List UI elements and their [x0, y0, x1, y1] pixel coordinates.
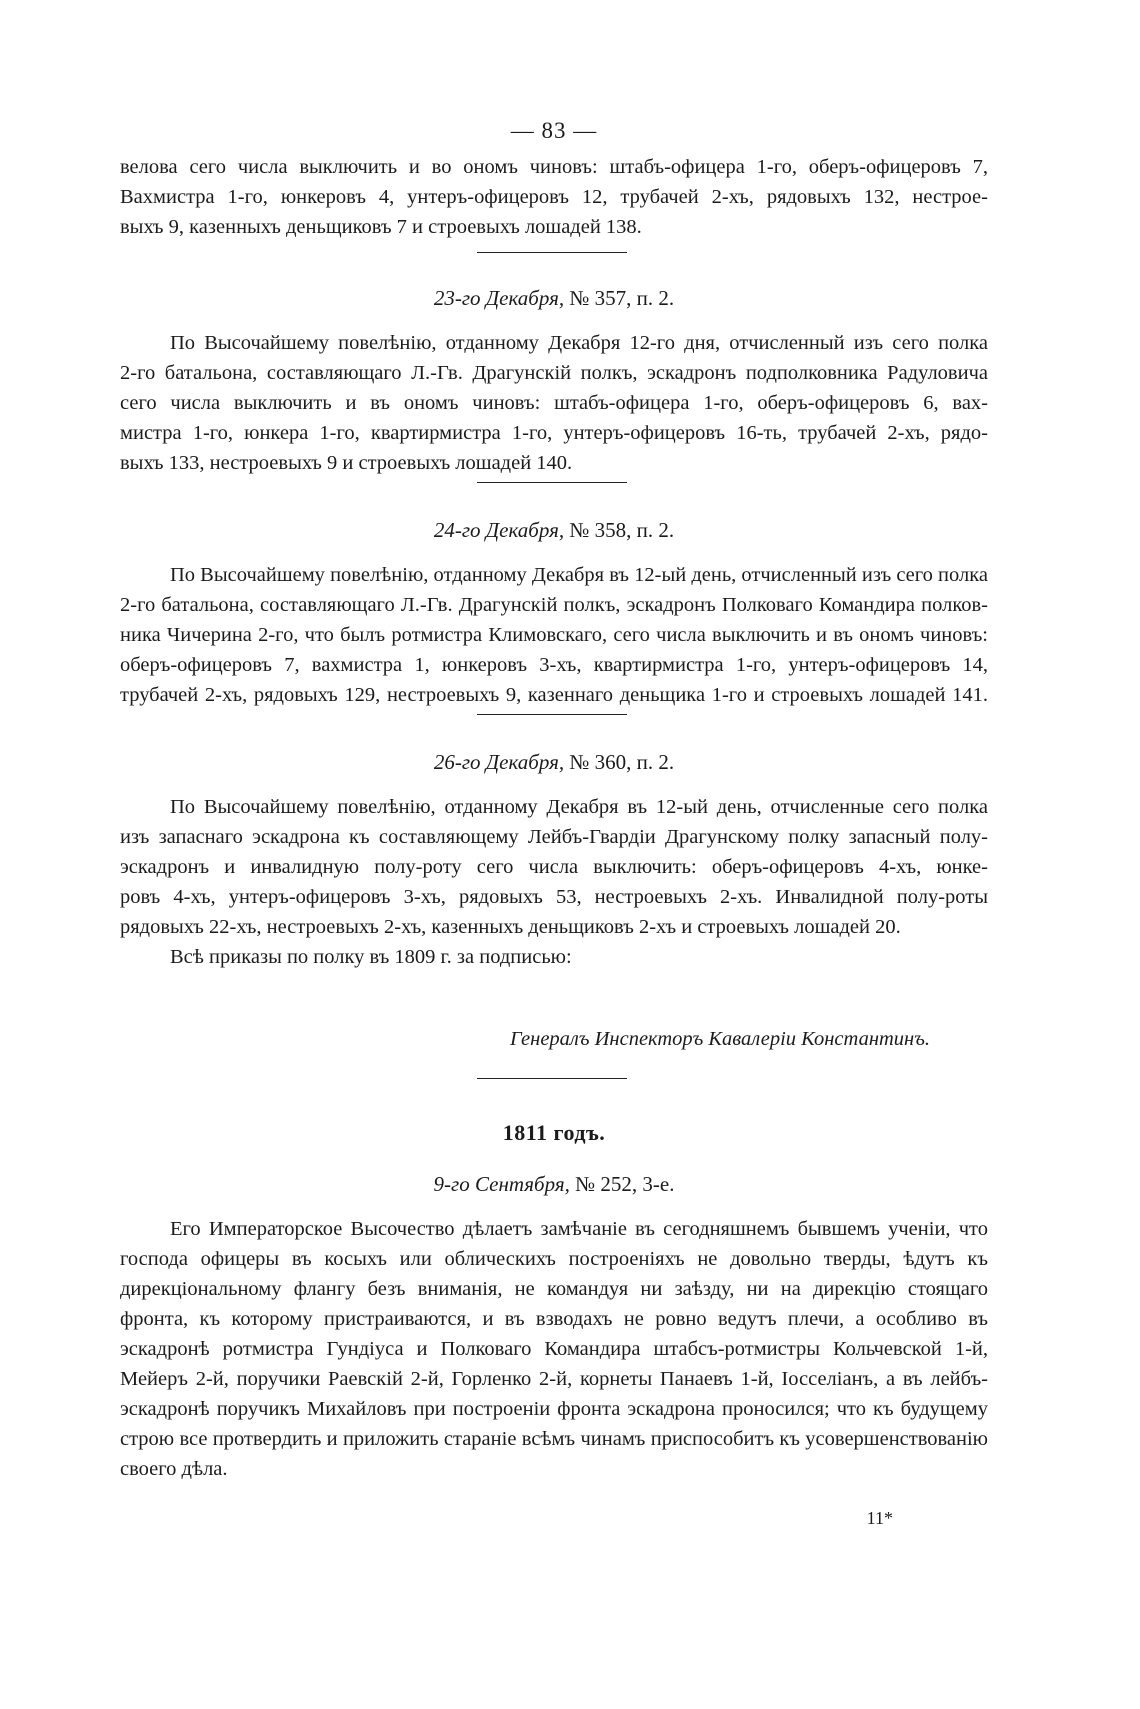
section-divider	[477, 714, 627, 715]
section-heading-dec24	[120, 518, 988, 543]
section-heading-dec26	[120, 750, 988, 775]
section-heading-sep9	[120, 1172, 988, 1197]
dec26-paragraph	[120, 792, 988, 972]
heading-date: 9-го Сентября,	[433, 1172, 570, 1196]
section-divider	[477, 1078, 627, 1079]
text-line: Мейеръ 2-й, поручики Раевскій 2-й, Горленко 2-й, корнеты Панаевъ 1-й, Іосселіанъ, а въ лейбъ-	[120, 1368, 988, 1390]
heading-number: № 357, п. 2.	[569, 286, 675, 310]
heading-number: № 358, п. 2.	[569, 518, 675, 542]
section-divider	[477, 252, 627, 253]
text-line: своего дѣла.	[120, 1458, 228, 1480]
text-line: фронта, къ которому пристраиваются, и въ взводахъ не ровно ведутъ плечи, а особливо въ	[120, 1308, 988, 1330]
section-divider	[477, 482, 627, 483]
text-line: выхъ 9, казенныхъ деньщиковъ 7 и строевыхъ лошадей 138.	[120, 216, 642, 238]
text-line: строю все протвердить и приложить стараніе всѣмъ чинамъ приспособитъ къ усовершенствованію	[120, 1428, 988, 1450]
text-line: оберъ-офицеровъ 7, вахмистра 1, юнкеровъ 3-хъ, квартирмистра 1-го, унтеръ-офицеровъ 14,	[120, 654, 988, 676]
text-line: Его Императорское Высочество дѣлаетъ замѣчаніе въ сегодняшнемъ бывшемъ ученіи, что	[170, 1218, 988, 1240]
closing-line: Всѣ приказы по полку въ 1809 г. за подписью:	[170, 946, 572, 968]
dec24-paragraph	[120, 560, 988, 710]
text-line: эскадронѣ ротмистра Гундіуса и Полковаго Командира штабсъ-ротмистры Кольчевской 1-й,	[120, 1338, 988, 1360]
heading-number: № 360, п. 2.	[569, 750, 675, 774]
heading-date: 24-го Декабря,	[433, 518, 565, 542]
text-line: ровъ 4-хъ, унтеръ-офицеровъ 3-хъ, рядовыхъ 53, нестроевыхъ 2-хъ. Инвалидной полу-роты	[120, 886, 988, 908]
sep9-paragraph	[120, 1214, 988, 1484]
signature-line: Генералъ Инспекторъ Кавалеріи Константинъ.	[510, 1028, 930, 1050]
intro-paragraph	[120, 152, 988, 242]
year-heading: 1811 годъ.	[502, 1120, 606, 1145]
text-line: По Высочайшему повелѣнію, отданному Декабря въ 12-ый день, отчисленный изъ сего полка	[170, 564, 988, 586]
heading-number: № 252, 3-е.	[575, 1172, 675, 1196]
text-line: По Высочайшему повелѣнію, отданному Декабря 12-го дня, отчисленный изъ сего полка	[170, 332, 988, 354]
text-line: сего числа выключить и въ ономъ чиновъ: штабъ-офицера 1-го, оберъ-офицеровъ 6, вах-	[120, 392, 988, 414]
signature-mark: 11*	[866, 1508, 893, 1528]
text-line: эскадронъ и инвалидную полу-роту сего числа выключить: оберъ-офицеровъ 4-хъ, юнке-	[120, 856, 988, 878]
text-line: По Высочайшему повелѣнію, отданному Декабря въ 12-ый день, отчисленные сего полка	[170, 796, 988, 818]
text-line: трубачей 2-хъ, рядовыхъ 129, нестроевыхъ 9, казеннаго деньщика 1-го и строевыхъ лошадей 141.	[120, 684, 988, 706]
text-line: господа офицеры въ косыхъ или облическихъ построеніяхъ не довольно тверды, ѣдутъ къ	[120, 1248, 988, 1270]
text-line: выхъ 133, нестроевыхъ 9 и строевыхъ лошадей 140.	[120, 452, 573, 474]
text-line: дирекціональному флангу безъ вниманія, не командуя ни заѣзду, ни на дирекцію стоящаго	[120, 1278, 988, 1300]
dec23-paragraph	[120, 328, 988, 478]
text-line: Вахмистра 1-го, юнкеровъ 4, унтеръ-офицеровъ 12, трубачей 2-хъ, рядовыхъ 132, нестрое-	[120, 186, 988, 208]
text-line: изъ запаснаго эскадрона къ составляющему Лейбъ-Гвардіи Драгунскому полку запасный полу-	[120, 826, 988, 848]
text-line: мистра 1-го, юнкера 1-го, квартирмистра 1-го, унтеръ-офицеровъ 16-ть, трубачей 2-хъ, рядо-	[120, 422, 988, 444]
text-line: велова сего числа выключить и во ономъ чиновъ: штабъ-офицера 1-го, оберъ-офицеровъ 7,	[120, 156, 988, 178]
text-line: ника Чичерина 2-го, что былъ ротмистра Климовскаго, сего числа выключить и въ ономъ чиновъ:	[120, 624, 988, 646]
heading-date: 26-го Декабря,	[433, 750, 565, 774]
section-heading-dec23	[120, 286, 988, 311]
text-line: 2-го батальона, составляющаго Л.-Гв. Драгунскій полкъ, эскадронъ Полковаго Командира полков-	[120, 594, 988, 616]
text-line: 2-го батальона, составляющаго Л.-Гв. Драгунскій полкъ, эскадронъ подполковника Радуловича	[120, 362, 988, 384]
heading-date: 23-го Декабря,	[433, 286, 565, 310]
text-line: эскадронѣ поручикъ Михайловъ при построеніи фронта эскадрона проносился; что къ будущему	[120, 1398, 988, 1420]
text-line: рядовыхъ 22-хъ, нестроевыхъ 2-хъ, казенныхъ деньщиковъ 2-хъ и строевыхъ лошадей 20.	[120, 916, 901, 938]
page-number: — 83 —	[510, 118, 598, 143]
